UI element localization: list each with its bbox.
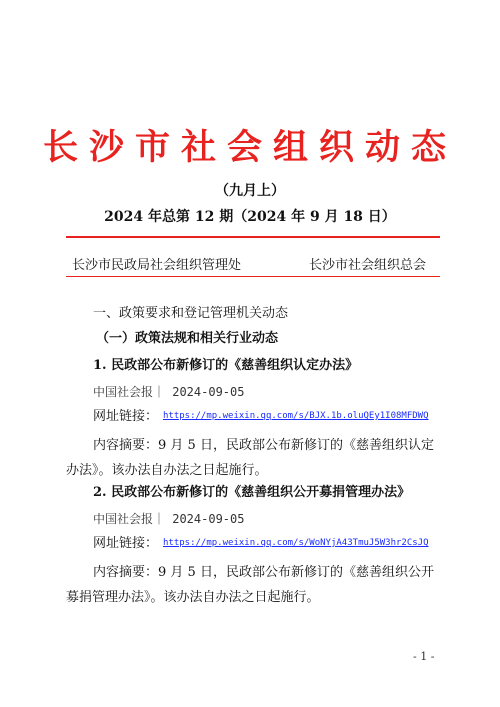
article-2-summary: 内容摘要：9 月 5 日，民政部公布新修订的《慈善组织公开募捐管理办法》。该办法自办法之日起施行。: [66, 565, 434, 605]
publisher-right: 长沙市社会组织总会: [309, 258, 427, 273]
article-1-link[interactable]: https://mp.weixin.qq.com/s/BJX.1b.oluQEy1I08MFDWQ: [163, 411, 429, 421]
top-divider: [66, 236, 440, 238]
article-1-summary: 内容摘要：9 月 5 日，民政部公布新修订的《慈善组织认定办法》。该办法自办法之日起施行。: [66, 438, 434, 478]
issue-period: 2024 年总第 12 期（2024 年 9 月 18 日）: [104, 209, 396, 225]
subsection-title: （一）政策法规和相关行业动态: [96, 331, 279, 346]
page-number: - 1 -: [413, 650, 435, 663]
article-2-source: 中国社会报｜ 2024-09-05: [93, 512, 245, 526]
article-2-link-label: 网址链接：: [93, 536, 159, 551]
section-title: 一、政策要求和登记管理机关动态: [93, 306, 289, 321]
bottom-divider: [66, 276, 440, 277]
publisher-left: 长沙市民政局社会组织管理处: [72, 258, 242, 273]
article-1-link-label: 网址链接：: [93, 409, 159, 424]
document-title: 长沙市社会组织动态: [42, 127, 457, 168]
article-1-title: 1. 民政部公布新修订的《慈善组织认定办法》: [93, 358, 359, 373]
issue-label: （九月上）: [215, 183, 285, 199]
article-1-source: 中国社会报｜ 2024-09-05: [93, 385, 245, 399]
article-2-link[interactable]: https://mp.weixin.qq.com/s/WoNYjA43TmuJ5W3hr2CsJQ: [163, 538, 429, 548]
article-2-title: 2. 民政部公布新修订的《慈善组织公开募捐管理办法》: [93, 485, 411, 500]
